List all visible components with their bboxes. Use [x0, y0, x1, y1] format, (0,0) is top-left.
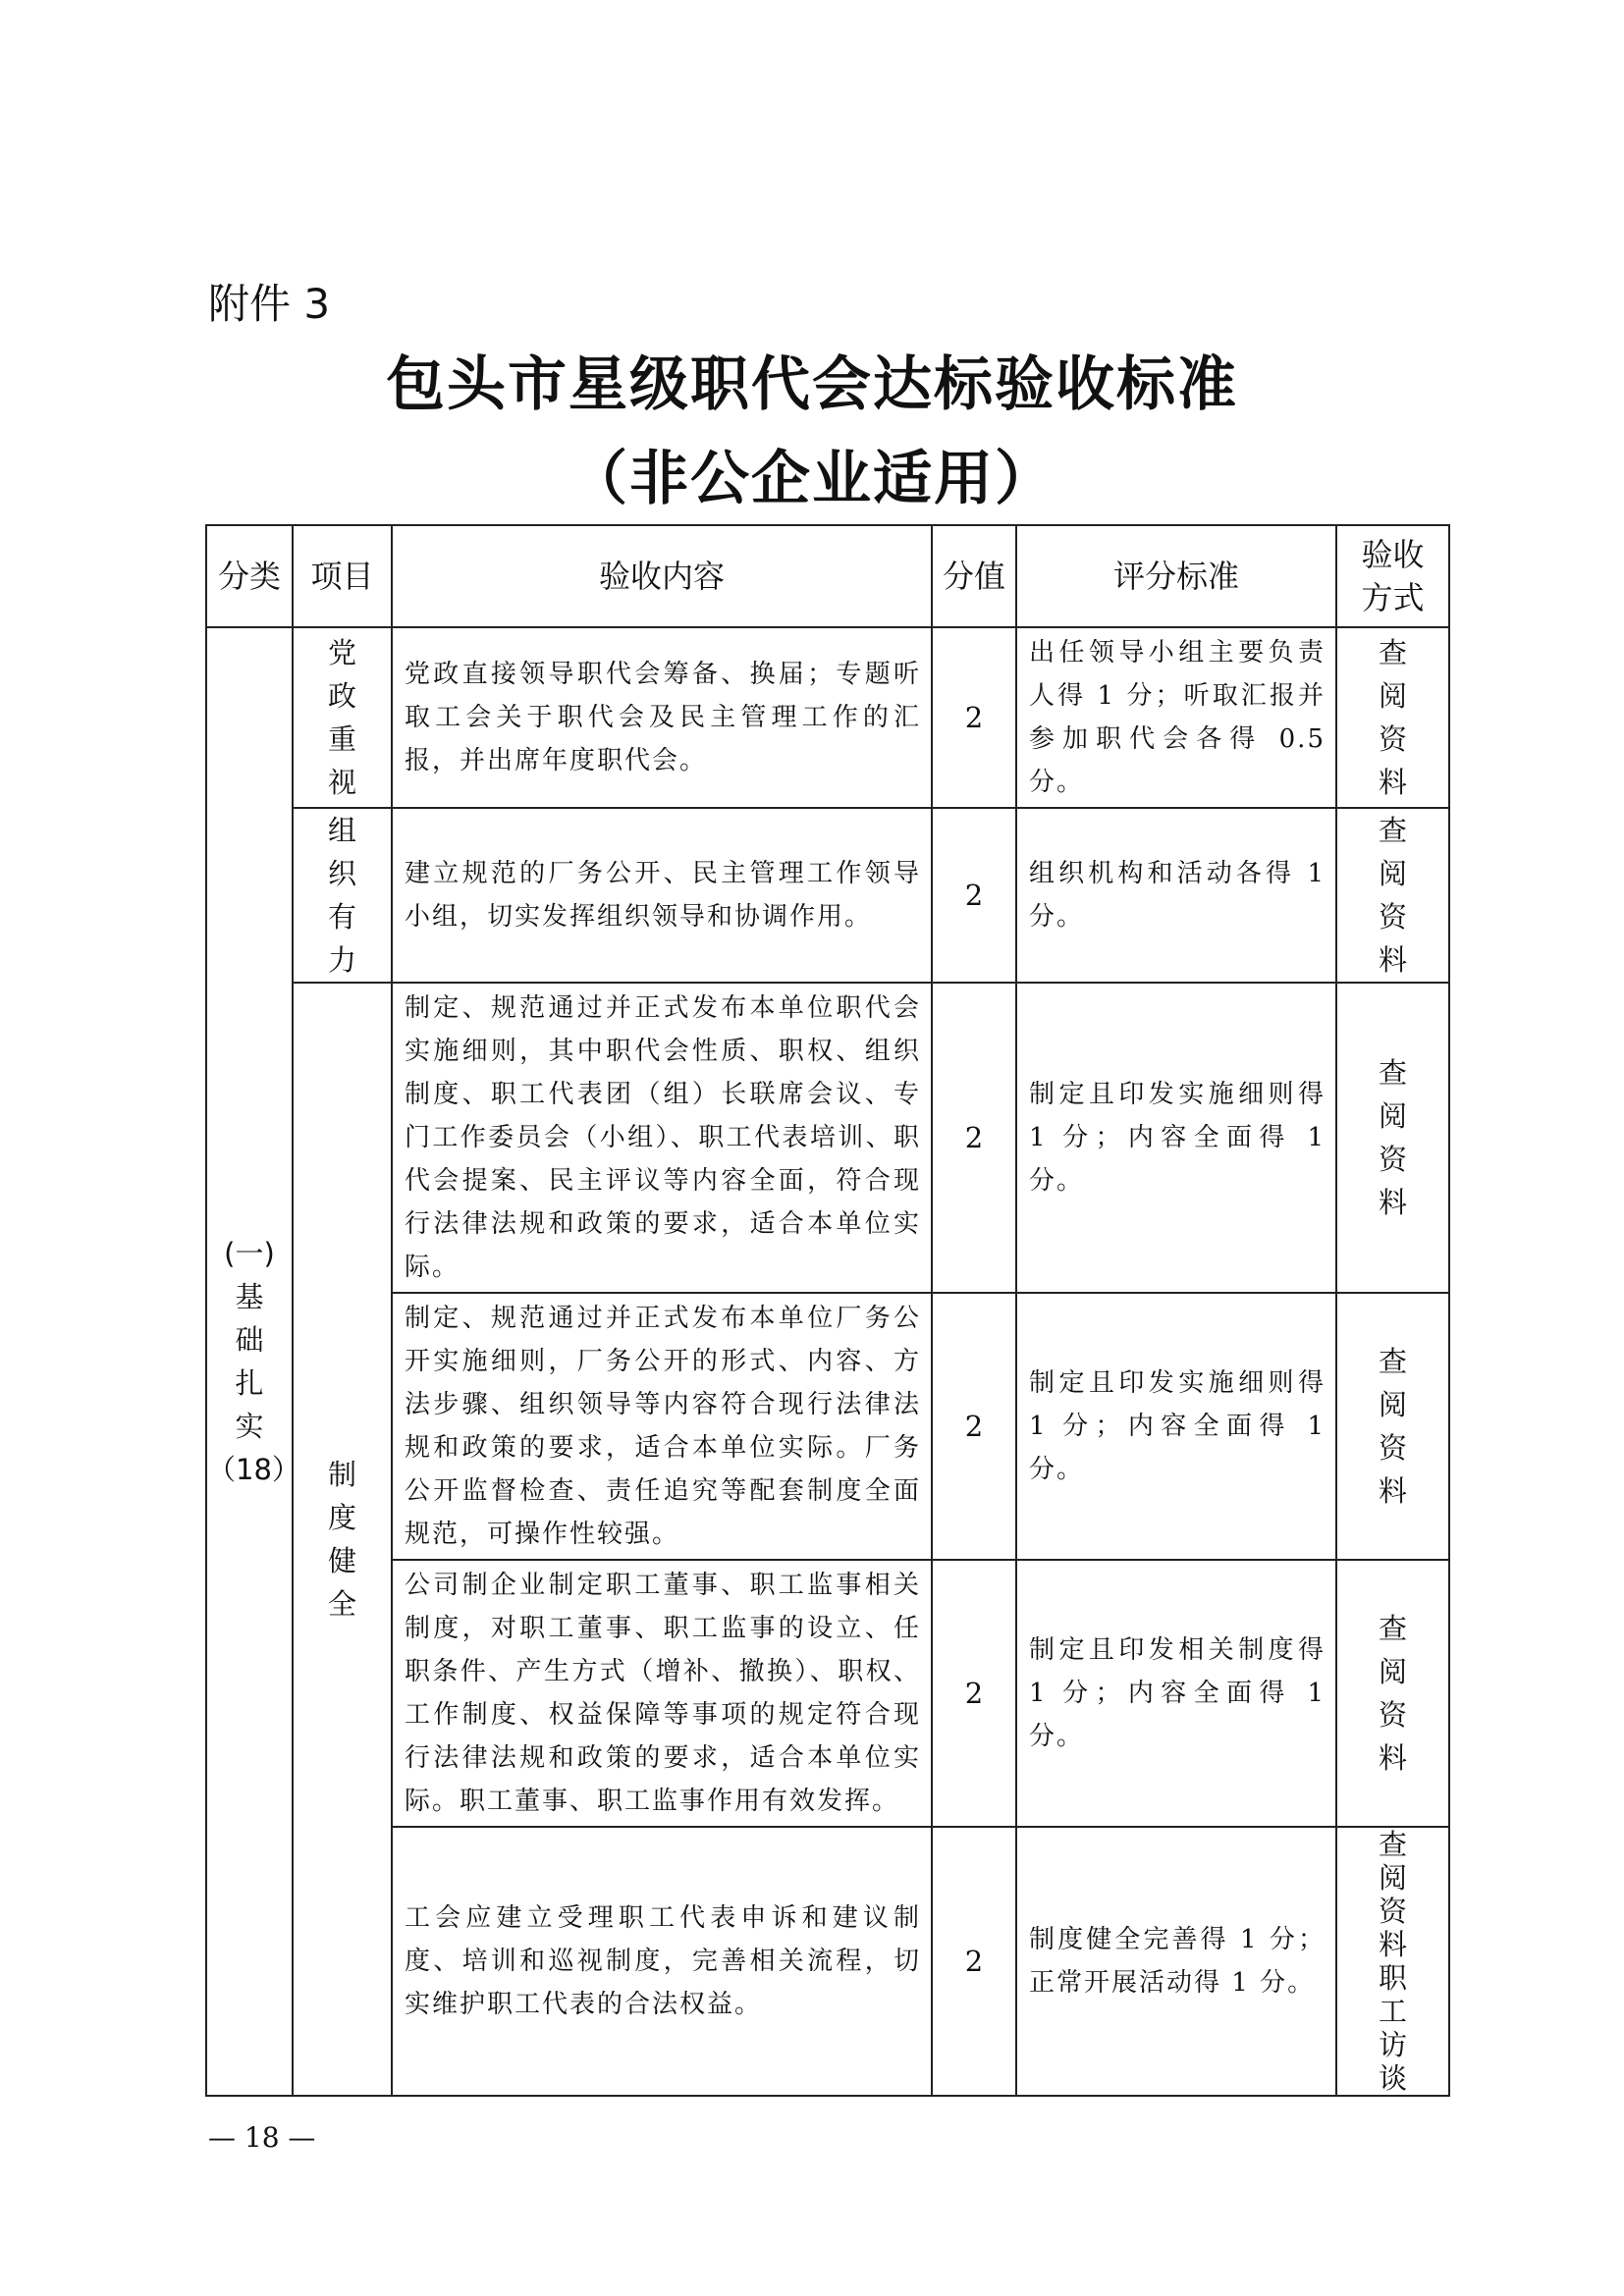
- content-cell: 制定、规范通过并正式发布本单位厂务公开实施细则，厂务公开的形式、内容、方法步骤、组织领导等内容符合现行法律法规和政策的要求，适合本单位实际。厂务公开监督检查、责任追究等配套制度全面规范，可操作性较强。: [392, 1293, 932, 1560]
- header-standard: 评分标准: [1016, 525, 1336, 627]
- category-paren: (一): [224, 1237, 275, 1270]
- header-item: 项目: [293, 525, 392, 627]
- table-row: [206, 983, 1449, 1293]
- standard-cell: 制度健全完善得 1 分；正常开展活动得 1 分。: [1016, 1827, 1336, 2096]
- page-title: 包头市星级职代会达标验收标准: [386, 350, 1238, 419]
- score-cell: 2: [932, 1827, 1016, 2096]
- content-cell: 党政直接领导职代会筹备、换届；专题听取工会关于职代会及民主管理工作的汇报，并出席年度职代会。: [392, 627, 932, 808]
- table-row: [206, 1293, 1449, 1560]
- table-row: [206, 1827, 1449, 2096]
- header-content: 验收内容: [392, 525, 932, 627]
- table-row: [206, 1560, 1449, 1827]
- acceptance-standards-table: [205, 524, 1450, 2097]
- header-score: 分值: [932, 525, 1016, 627]
- content-cell: 公司制企业制定职工董事、职工监事相关制度，对职工董事、职工监事的设立、任职条件、产生方式（增补、撤换）、职权、工作制度、权益保障等事项的规定符合现行法律法规和政策的要求，适合本单位实际。职工董事、职工监事作用有效发挥。: [392, 1560, 932, 1827]
- item-cell: 组织有力: [293, 808, 392, 983]
- content-cell: 制定、规范通过并正式发布本单位职代会实施细则，其中职代会性质、职权、组织制度、职工代表团（组）长联席会议、专门工作委员会（小组）、职工代表培训、职代会提案、民主评议等内容全面，符合现行法律法规和政策的要求，适合本单位实际。: [392, 983, 932, 1293]
- attachment-label: 附件 3: [208, 280, 331, 328]
- standard-cell: 制定且印发实施细则得 1 分；内容全面得 1 分。: [1016, 1293, 1336, 1560]
- header-method: 验收方式: [1336, 525, 1449, 627]
- method-cell: 查阅资料: [1336, 983, 1449, 1293]
- method-cell: 查阅资料: [1336, 1293, 1449, 1560]
- score-cell: 2: [932, 627, 1016, 808]
- method-cell: 查阅资料: [1336, 1560, 1449, 1827]
- score-cell: 2: [932, 1293, 1016, 1560]
- score-cell: 2: [932, 983, 1016, 1293]
- category-total: （18）: [207, 1453, 300, 1486]
- category-cell: [206, 627, 300, 2096]
- page-subtitle: （非公企业适用）: [568, 445, 1056, 513]
- table-header-row: [206, 525, 1449, 627]
- content-cell: 工会应建立受理职工代表申诉和建议制度、培训和巡视制度，完善相关流程，切实维护职工代表的合法权益。: [392, 1827, 932, 2096]
- standard-cell: 组织机构和活动各得 1 分。: [1016, 808, 1336, 983]
- score-cell: 2: [932, 808, 1016, 983]
- table-row: [206, 627, 1449, 808]
- standard-cell: 制定且印发相关制度得 1 分；内容全面得 1 分。: [1016, 1560, 1336, 1827]
- header-category: 分类: [206, 525, 293, 627]
- standard-cell: 制定且印发实施细则得 1 分；内容全面得 1 分。: [1016, 983, 1336, 1293]
- standard-cell: 出任领导小组主要负责人得 1 分；听取汇报并参加职代会各得 0.5 分。: [1016, 627, 1336, 808]
- item-cell: 党政重视: [293, 627, 392, 808]
- page-number: — 18 —: [208, 2121, 316, 2154]
- item-cell: 制度健全: [293, 983, 392, 2096]
- score-cell: 2: [932, 1560, 1016, 1827]
- method-cell: 查阅资料: [1336, 627, 1449, 808]
- method-cell: 查阅资料: [1336, 808, 1449, 983]
- table-row: [206, 808, 1449, 983]
- method-cell: 查阅资料职工访谈: [1336, 1827, 1449, 2096]
- content-cell: 建立规范的厂务公开、民主管理工作领导小组，切实发挥组织领导和协调作用。: [392, 808, 932, 983]
- category-label: 基础扎实: [235, 1280, 264, 1443]
